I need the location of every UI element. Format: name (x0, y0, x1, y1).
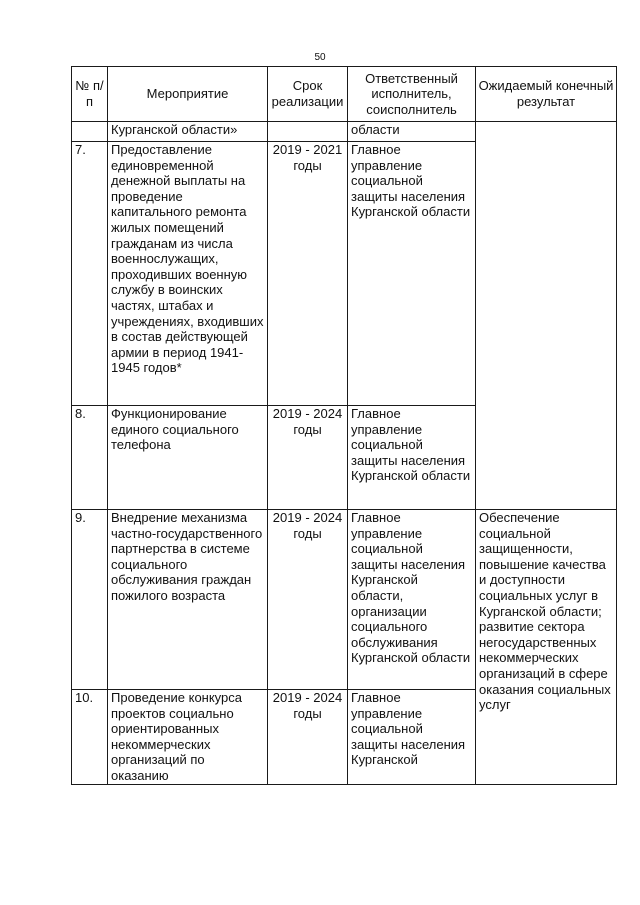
row-event: Курганской области» (108, 122, 268, 142)
table-header-row (72, 67, 617, 122)
events-table (71, 66, 617, 785)
row-executor: Главное управление социальной защиты населения Курганской области (348, 406, 476, 510)
row-num: 7. (72, 142, 108, 406)
expected-result: Обеспечение социальной защищенности, повышение качества и доступности социальных услуг в Курганской области; развитие сектора негосударственных некоммерческих организаций в сфере оказания социальных услуг (476, 510, 617, 785)
table-row (72, 510, 617, 690)
row-executor: Главное управление социальной защиты населения Курганской (348, 690, 476, 785)
row-term (268, 122, 348, 142)
row-term: 2019 - 2024 годы (268, 510, 348, 690)
row-event: Внедрение механизма частно-государственного партнерства в системе социального обслуживания граждан пожилого возраста (108, 510, 268, 690)
row-executor: области (348, 122, 476, 142)
header-term: Срок реализации (268, 67, 348, 122)
row-term: 2019 - 2024 годы (268, 406, 348, 510)
row-executor: Главное управление социальной защиты населения Курганской области (348, 142, 476, 406)
row-event: Предоставление единовременной денежной выплаты на проведение капитального ремонта жилых помещений гражданам из числа военнослужащих, проходивших военную службу в воинских частях, штабах и учреждениях, входивших в состав действующей армии в период 1941-1945 годов* (108, 142, 268, 406)
header-num: № п/п (72, 67, 108, 122)
header-result: Ожидаемый конечный результат (476, 67, 617, 122)
row-num: 9. (72, 510, 108, 690)
row-num: 10. (72, 690, 108, 785)
result-cell-empty (476, 122, 617, 510)
page-number: 50 (314, 52, 326, 63)
row-num: 8. (72, 406, 108, 510)
row-executor: Главное управление социальной защиты населения Курганской области, организации социального обслуживания Курганской области (348, 510, 476, 690)
row-term: 2019 - 2024 годы (268, 690, 348, 785)
row-num (72, 122, 108, 142)
header-event: Мероприятие (108, 67, 268, 122)
row-event: Проведение конкурса проектов социально ориентированных некоммерческих организаций по оказанию (108, 690, 268, 785)
table-row (72, 122, 617, 142)
header-executor: Ответственный исполнитель, соисполнитель (348, 67, 476, 122)
row-term: 2019 - 2021 годы (268, 142, 348, 406)
row-event: Функционирование единого социального телефона (108, 406, 268, 510)
